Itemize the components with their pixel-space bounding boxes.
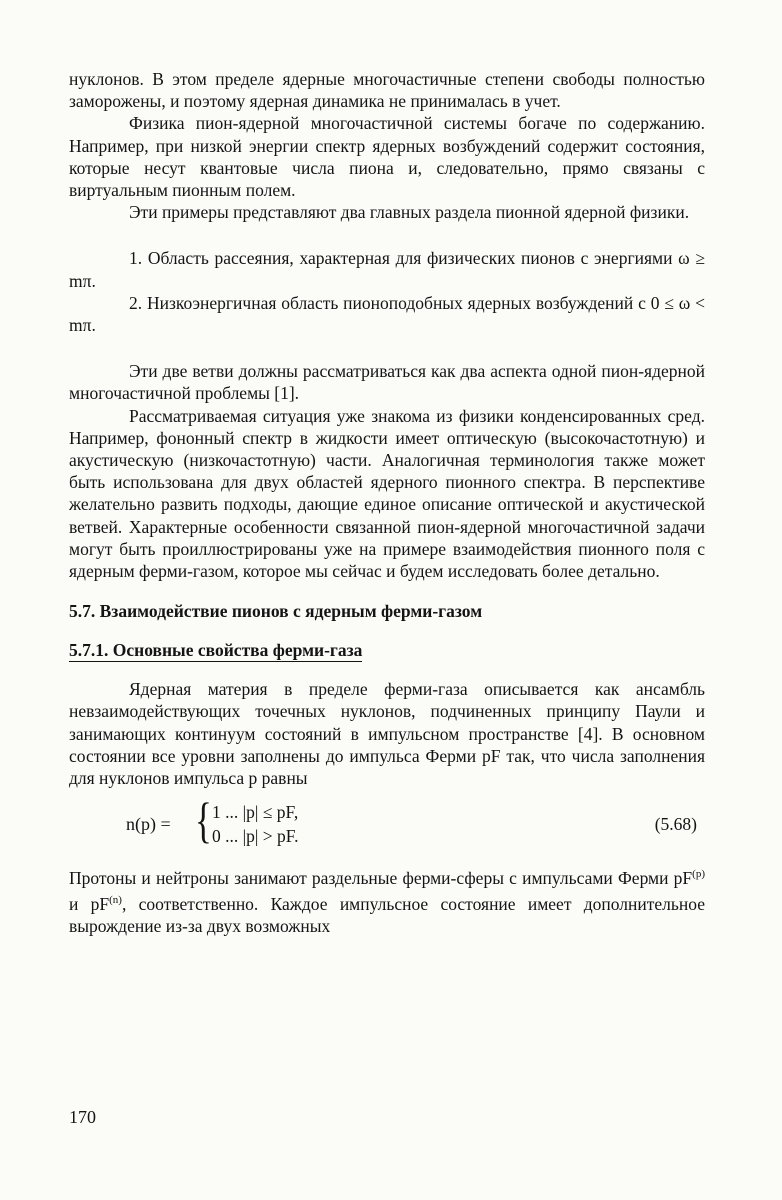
equation-case-2: 0 ... |p| > pF.: [212, 826, 299, 847]
paragraph-3: Эти примеры представляют два главных раздела пионной ядерной физики.: [129, 202, 690, 223]
paragraph-7-and: и pF: [69, 894, 110, 915]
spacer: [69, 223, 705, 247]
section-heading: 5.7. Взаимодействие пионов с ядерным ферми-газом: [69, 601, 483, 622]
equation-case-1: 1 ... |p| ≤ pF,: [212, 802, 299, 823]
neutron-superscript: (n): [109, 894, 122, 907]
paragraph-6: Ядерная материя в пределе ферми-газа описывается как ансамбль невзаимодействующих точечных нуклонов, подчиненных принципу Паули и занимающих континуум состояний в импульсном пространстве [4]. В основном состоянии все уровни заполнены до импульса Ферми pF так, что числа заполнения для нуклонов импульса p равны: [69, 679, 705, 789]
equation-lhs: n(p) =: [126, 814, 171, 835]
left-brace-icon: {: [195, 792, 212, 849]
equation-5-68: [69, 792, 705, 857]
paragraph-7-end: , соответственно. Каждое импульсное состояние имеет дополнительное вырождение из-за двух возможных: [69, 894, 705, 937]
spacer: [69, 336, 705, 360]
paragraph-1: нуклонов. В этом пределе ядерные многочастичные степени свободы полностью заморожены, и поэтому ядерная динамика не принималась в учет.: [69, 69, 705, 112]
list-item-1: 1. Область рассеяния, характерная для физических пионов с энергиями ω ≥ mπ.: [69, 248, 705, 291]
page-body: [69, 68, 705, 938]
subsection-heading: 5.7.1. Основные свойства ферми-газа: [69, 640, 363, 661]
paragraph-5: Рассматриваемая ситуация уже знакома из физики конденсированных сред. Например, фононный спектр в жидкости имеет оптическую (высокочастотную) и акустическую (низкочастотную) части. Аналогичная терминология также может быть использована для двух областей ядерного пионного спектра. В перспективе желательно развить подходы, дающие единое описание оптической и акустической ветвей. Характерные особенности связанной пион-ядерной многочастичной задачи могут быть проиллюстрированы уже на примере взаимодействия пионного поля с ядерным ферми-газом, которое мы сейчас и будем исследовать более детально.: [69, 405, 705, 582]
proton-superscript: (p): [692, 868, 705, 881]
paragraph-2: Физика пион-ядерной многочастичной системы богаче по содержанию. Например, при низкой энергии спектр ядерных возбуждений содержит состояния, которые несут квантовые числа пиона и, следовательно, прямо связаны с виртуальным пионным полем.: [69, 113, 705, 201]
list-item-2: 2. Низкоэнергичная область пионоподобных ядерных возбуждений с 0 ≤ ω < mπ.: [69, 292, 705, 336]
paragraph-4: Эти две ветви должны рассматриваться как два аспекта одной пион-ядерной многочастичной проблемы [1].: [69, 361, 705, 404]
page-number: 170: [69, 1107, 96, 1127]
paragraph-7: [69, 863, 705, 937]
equation-number: (5.68): [654, 814, 697, 835]
paragraph-7-start: Протоны и нейтроны занимают раздельные ферми-сферы с импульсами Ферми pF: [69, 868, 693, 889]
